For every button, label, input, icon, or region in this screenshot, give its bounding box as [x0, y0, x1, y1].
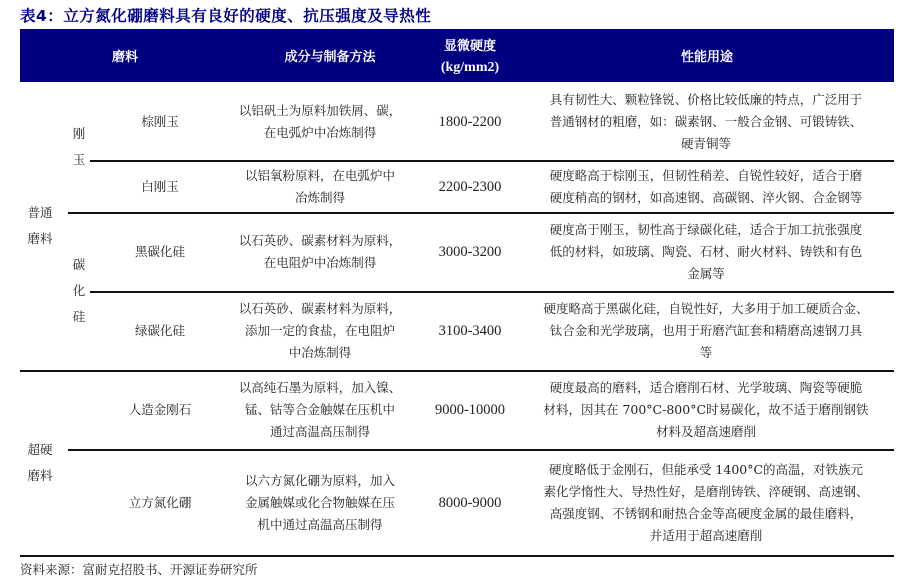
header-usage-label: 性能用途 — [680, 50, 733, 65]
subgroup-label-corundum — [72, 121, 86, 173]
usage-cell — [518, 213, 894, 291]
hardness-value: 9000-10000 — [434, 402, 506, 418]
method-cell — [220, 450, 420, 555]
method-line: 中冶炼制得 — [288, 345, 352, 360]
usage-line: 硬度略低于金刚石，但能承受 1400°C的高温，对铁族元 — [548, 461, 864, 477]
header-hardness-unit: (kg/mm2) — [440, 60, 500, 75]
hardness-value: 2200-2300 — [438, 178, 502, 195]
subgroup-char: 化 — [72, 283, 86, 298]
method-line: 锰、钴等合金触媒在压机中 — [244, 402, 395, 417]
method-line: 冶炼制得 — [294, 189, 345, 205]
usage-line: 钛合金和光学玻璃，也用于珩磨汽缸套和精磨高速钢刀具 — [549, 323, 863, 338]
material-name: 立方氮化硼 — [128, 494, 192, 510]
method-line: 通过高温高压制得 — [269, 424, 370, 439]
hardness-value: 3100-3400 — [438, 323, 502, 339]
hardness-value: 3000-3200 — [438, 244, 502, 260]
usage-line: 金属等 — [687, 266, 725, 281]
subgroup-char: 玉 — [72, 152, 86, 167]
hardness-value: 8000-9000 — [438, 494, 502, 511]
group-label-line: 普通 — [27, 205, 53, 220]
header-hardness-label: 显微硬度 — [443, 39, 496, 54]
method-line: 金属触媒或化合物触媒在压 — [244, 494, 395, 510]
material-name: 白刚玉 — [141, 178, 179, 194]
usage-line: 硬度最高的磨料，适合磨削石材、光学玻璃、陶瓷等硬脆 — [549, 380, 863, 395]
usage-line: 普通钢材的粗磨，如：碳素钢、一般合金钢、可锻铸铁、 — [549, 114, 863, 129]
usage-line: 材料，因其在 700°C-800°C时易碳化，故不适于磨削钢铁 — [543, 402, 869, 417]
method-line: 以六方氮化硼为原料，加入 — [244, 472, 395, 488]
usage-line: 低的材料，如玻璃、陶瓷、石材、耐火材料、铸铁和有色 — [549, 244, 863, 259]
table-title: 表4：立方氮化硼磨料具有良好的硬度、抗压强度及导热性 — [20, 7, 432, 25]
usage-line: 硬度高于刚玉，韧性高于绿碳化硅，适合于加工抗张强度 — [549, 222, 863, 237]
group-label-ordinary — [24, 200, 56, 252]
group-label-superhard — [24, 437, 56, 489]
header-usage — [520, 29, 894, 82]
header-method-label: 成分与制备方法 — [284, 50, 376, 65]
method-line: 在电阻炉中冶炼制得 — [263, 255, 377, 270]
usage-line: 等 — [699, 345, 713, 360]
header-material — [70, 29, 180, 82]
method-cell — [220, 84, 420, 160]
table-bottom-rule — [20, 555, 894, 557]
usage-cell — [518, 450, 894, 555]
method-cell — [220, 213, 420, 291]
method-cell — [220, 371, 420, 449]
source-note: 资料来源：富耐克招股书、开源证券研究所 — [20, 562, 258, 577]
hardness-value: 1800-2200 — [438, 114, 502, 130]
material-name: 绿碳化硅 — [134, 323, 185, 338]
subgroup-char: 刚 — [72, 126, 86, 141]
usage-line: 材料及超高速磨削 — [655, 424, 756, 439]
group-label-line: 磨料 — [27, 231, 53, 246]
usage-cell — [518, 84, 894, 160]
usage-line: 高强度钢、不锈钢和耐热合金等高硬度金属的最佳磨料， — [549, 505, 863, 521]
method-line: 以铝氧粉原料，在电弧炉中 — [244, 167, 395, 183]
header-hardness — [420, 29, 520, 82]
usage-line: 并适用于超高速磨削 — [649, 527, 763, 543]
usage-line: 具有韧性大、颗粒锋锐、价格比较低廉的特点，广泛用于 — [549, 92, 863, 107]
method-cell — [220, 292, 420, 370]
material-name: 人造金刚石 — [128, 402, 192, 417]
usage-cell — [518, 371, 894, 449]
subgroup-char: 碳 — [72, 257, 86, 272]
usage-line: 硬度略高于棕刚玉，但韧性稍差、自锐性较好，适合于磨 — [549, 167, 863, 183]
group-label-line: 磨料 — [27, 468, 53, 483]
subgroup-label-silicon-carbide — [72, 252, 86, 330]
usage-line: 硬度略高于黑碳化硅，自锐性好，大多用于加工硬质合金、 — [543, 301, 869, 316]
method-line: 在电弧炉中冶炼制得 — [263, 125, 377, 140]
method-line: 以高纯石墨为原料，加入镍、 — [238, 380, 402, 395]
material-name: 棕刚玉 — [141, 114, 179, 129]
group-label-line: 超硬 — [27, 442, 53, 457]
method-line: 添加一定的食盐，在电阻炉 — [244, 323, 395, 338]
usage-cell — [518, 161, 894, 212]
table-header — [20, 29, 894, 82]
header-method — [220, 29, 440, 82]
usage-line: 素化学惰性大、导热性好，是磨削铸铁、淬硬钢、高速钢、 — [543, 483, 869, 499]
material-name: 黑碳化硅 — [134, 244, 185, 259]
usage-line: 硬青铜等 — [680, 136, 731, 151]
header-material-label: 磨料 — [111, 50, 138, 65]
method-line: 机中通过高温高压制得 — [257, 516, 383, 532]
subgroup-char: 硅 — [72, 309, 86, 324]
usage-cell — [518, 292, 894, 370]
method-line: 以铝矾土为原料加铁屑、碳， — [238, 103, 402, 118]
method-line: 以石英砂、碳素材料为原料， — [238, 301, 402, 316]
method-line: 以石英砂、碳素材料为原料， — [238, 233, 402, 248]
method-cell — [220, 161, 420, 212]
usage-line: 硬度稍高的钢材，如高速钢、高碳钢、淬火钢、合金钢等 — [549, 189, 863, 205]
